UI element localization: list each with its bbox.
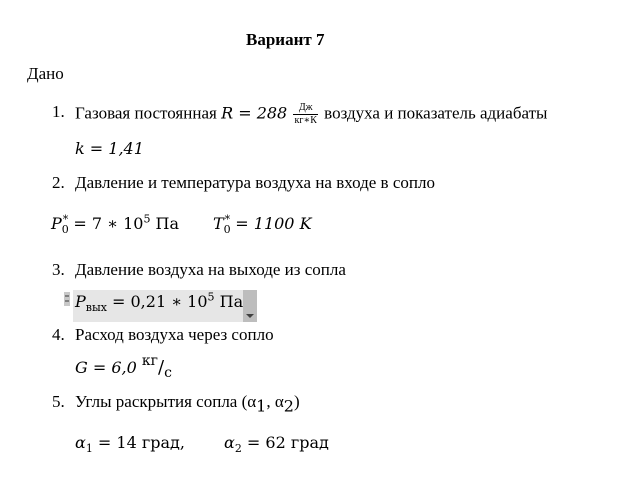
item-5-text-start: Углы раскрытия сопла (α <box>75 392 257 411</box>
item-2-eq-p0-exp: 5 <box>143 212 151 226</box>
unit-slash: / <box>157 357 165 378</box>
item-3-eq-pout-unit: Па <box>214 292 244 311</box>
item-4-eq-g <box>75 352 172 382</box>
item-1-math-r: R = 288 <box>221 103 288 123</box>
item-2-eq-t0: $T_0^* = 1100$ K <box>213 212 312 237</box>
item-1-line <box>75 102 547 127</box>
item-1-eq-k: k = 1,41 <box>75 139 144 158</box>
item-3-p-symbol: P <box>75 292 86 311</box>
item-2-eq-t0-value: = 1100 K <box>235 214 312 233</box>
item-3-eq-pout-sub: вых <box>85 301 107 315</box>
item-2-p-symbol: P <box>51 214 62 233</box>
item-3-number: 3. <box>52 260 65 279</box>
item-3-eq-pout-value: = 0,21 ∗ 10 <box>106 292 208 311</box>
item-1-unit-num: Дж <box>293 102 317 115</box>
item-2-eq-p0-unit: Па <box>150 214 180 233</box>
equation-drag-handle-icon[interactable] <box>64 292 70 306</box>
item-5-eq-a2-value: = 62 град <box>241 433 329 452</box>
item-1-text-after: воздуха и показатель адиабаты <box>319 103 548 123</box>
item-5-eq-a2: $\alpha_2 = 62$ град <box>224 433 329 456</box>
item-2-eq-p0: $P_0^* = 7$ ∗ $10^5$ Па <box>51 212 180 237</box>
item-4-number: 4. <box>52 325 65 344</box>
item-1-number: 1. <box>52 102 65 121</box>
chevron-down-icon <box>246 314 254 318</box>
item-4-eq-g-unit-den: с <box>164 365 172 382</box>
item-5-text-mid: , α <box>266 392 284 411</box>
equation-options-button[interactable] <box>243 290 257 322</box>
document-title: Вариант 7 <box>246 30 325 49</box>
item-5-text: Углы раскрытия сопла ($\alpha_1$, $\alpha_2$) <box>75 392 300 416</box>
item-2-number: 2. <box>52 173 65 192</box>
item-4-text: Расход воздуха через сопло <box>75 325 274 344</box>
item-2-eq-p0-value: = 7 ∗ 10 <box>73 214 144 233</box>
given-label: Дано <box>27 64 64 83</box>
item-5-eq-a1: $\alpha_1 = 14$ град, <box>75 433 185 456</box>
item-2-t-symbol: T <box>213 214 224 233</box>
item-3-eq-pout-exp: 5 <box>207 290 215 304</box>
item-1-unit-fraction <box>293 102 317 127</box>
item-1-unit-den: кг∗К <box>294 115 317 126</box>
item-4-eq-g-value: G = 6,0 <box>75 358 142 377</box>
item-5-number: 5. <box>52 392 65 411</box>
item-3-eq-pout[interactable] <box>75 290 244 315</box>
item-3-text: Давление воздуха на выходе из сопла <box>75 260 346 279</box>
item-5-text-end: ) <box>293 392 300 411</box>
item-2-text: Давление и температура воздуха на входе в сопло <box>75 173 435 192</box>
item-5-eq-a1-value: = 14 град, <box>92 433 185 452</box>
item-4-eq-g-unit-num: кг <box>141 352 158 369</box>
item-1-text-before: Газовая постоянная <box>75 103 222 123</box>
